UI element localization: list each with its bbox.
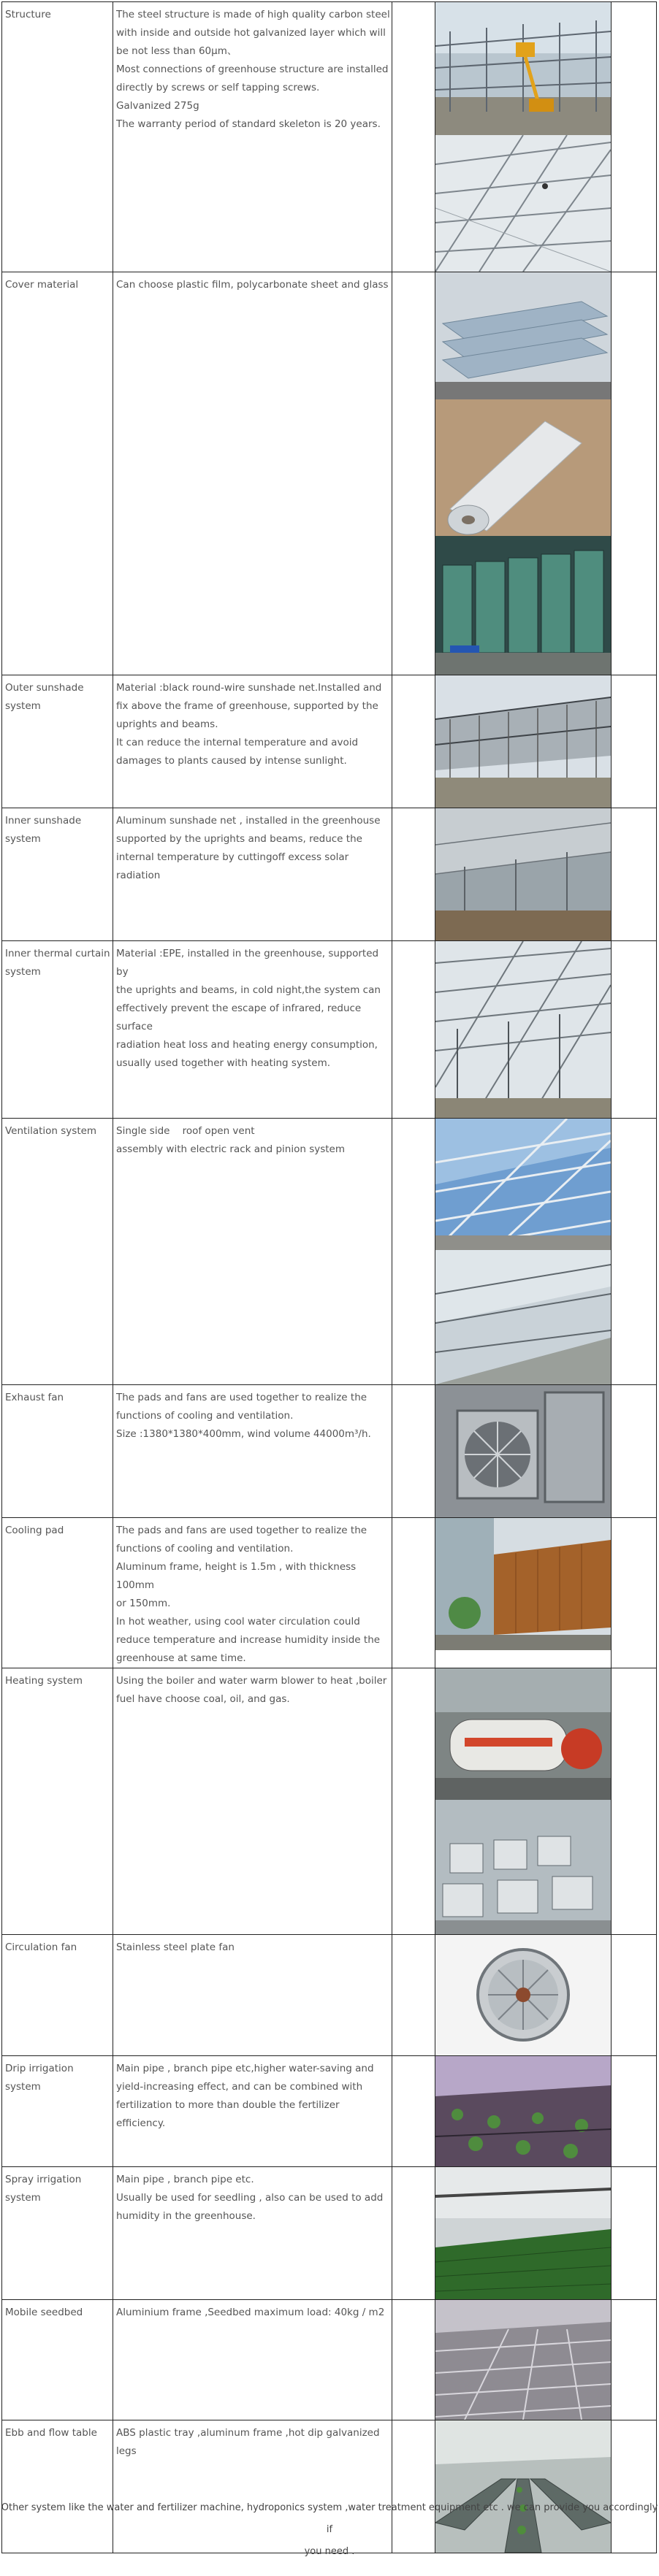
row-name-cell (2, 2167, 113, 2300)
row-name-cell (2, 2056, 113, 2167)
table-row (2, 941, 657, 1119)
desc-line: The pads and fans are used together to realize the (116, 1392, 367, 1403)
table-row (2, 2167, 657, 2300)
desc-line: Galvanized 275g (116, 100, 199, 112)
desc-line: The warranty period of standard skeleton is 20 years. (116, 118, 381, 130)
row-name-cell (2, 1935, 113, 2056)
blank-cell (612, 1668, 657, 1935)
desc-line: ABS plastic tray ,aluminum frame ,hot dip galvanized (116, 2427, 380, 2439)
row-name: Spray irrigation system (5, 2174, 82, 2204)
drip-irrigation-photo (435, 2056, 611, 2166)
table-row (2, 2, 657, 272)
water-warm-blower-photo (435, 1800, 611, 1934)
photo-cell (435, 2, 612, 272)
desc-line: Material :black round-wire sunshade net.Installed and (116, 682, 382, 694)
row-name: Mobile seedbed (5, 2307, 83, 2318)
row-name: Outer sunshade system (5, 682, 84, 712)
table-row (2, 1518, 657, 1668)
blank-cell (392, 1935, 435, 2056)
desc-line: legs (116, 2445, 137, 2457)
photo-cell (435, 2056, 612, 2167)
row-desc-cell (113, 941, 392, 1119)
thermal-curtain-photo (435, 941, 611, 1118)
desc-line: Aluminum sunshade net , installed in the greenhouse (116, 815, 381, 827)
cooling-pad-photo (435, 1518, 611, 1650)
row-desc-cell (113, 2300, 392, 2420)
photo-cell (435, 272, 612, 675)
blank-cell (392, 808, 435, 941)
blank-cell (612, 941, 657, 1119)
row-name: Structure (5, 9, 51, 20)
desc-line: functions of cooling and ventilation. (116, 1410, 294, 1422)
table-row (2, 2300, 657, 2420)
blank-cell (612, 2056, 657, 2167)
blank-cell (612, 1518, 657, 1668)
greenhouse-construction-photo (435, 2, 611, 135)
desc-line: In hot weather, using cool water circulation could (116, 1616, 360, 1628)
photo-cell (435, 1385, 612, 1518)
footer-line: you need . (304, 2546, 355, 2557)
outer-sunshade-photo (435, 675, 611, 808)
desc-line: Single side roof open vent (116, 1125, 255, 1137)
desc-line: Main pipe , branch pipe etc,higher water-saving and (116, 2063, 374, 2074)
row-name-cell (2, 2300, 113, 2420)
desc-line: Aluminium frame ,Seedbed maximum load: 40kg / m2 (116, 2307, 385, 2318)
desc-line: fuel have choose coal, oil, and gas. (116, 1693, 290, 1705)
blank-cell (392, 2, 435, 272)
desc-line: effectively prevent the escape of infrared, reduce surface (116, 1003, 362, 1032)
desc-line: directly by screws or self tapping screws. (116, 82, 320, 93)
row-name: Inner sunshade system (5, 815, 82, 845)
desc-line: Aluminum frame, height is 1.5m , with thickness 100mm (116, 1561, 357, 1591)
row-desc-cell (113, 2167, 392, 2300)
desc-line: The steel structure is made of high quality carbon steel (116, 9, 390, 20)
desc-line: with inside and outside hot galvanized layer which will (116, 27, 386, 39)
row-name: Ebb and flow table (5, 2427, 97, 2439)
desc-line: the uprights and beams, in cold night,the system can (116, 984, 381, 996)
desc-line: It can reduce the internal temperature and avoid (116, 737, 359, 748)
row-name: Ventilation system (5, 1125, 97, 1137)
row-desc-cell (113, 1119, 392, 1385)
blank-cell (392, 1119, 435, 1385)
blank-cell (392, 272, 435, 675)
desc-line: Size :1380*1380*400mm, wind volume 44000m³/h. (116, 1428, 371, 1440)
blank-cell (612, 2167, 657, 2300)
blank-cell (612, 2, 657, 272)
desc-line: humidity in the greenhouse. (116, 2210, 256, 2222)
table-row (2, 1668, 657, 1935)
glass-panels-photo (435, 536, 611, 675)
table-row (2, 808, 657, 941)
row-desc-cell (113, 1668, 392, 1935)
row-name-cell (2, 1119, 113, 1385)
blank-cell (612, 808, 657, 941)
row-name-cell (2, 808, 113, 941)
desc-line: Most connections of greenhouse structure are installed (116, 64, 389, 75)
desc-line: supported by the uprights and beams, reduce the (116, 833, 362, 845)
spec-table (1, 1, 657, 2553)
row-name-cell (2, 1385, 113, 1518)
blank-cell (392, 675, 435, 808)
row-name-cell (2, 1518, 113, 1668)
table-row (2, 1385, 657, 1518)
plastic-film-roll-photo (435, 399, 611, 536)
row-name: Heating system (5, 1675, 83, 1687)
row-desc-cell (113, 2, 392, 272)
row-desc-cell (113, 675, 392, 808)
table-row (2, 272, 657, 675)
circulation-fan-photo (435, 1935, 611, 2055)
blank-cell (392, 2167, 435, 2300)
mobile-seedbed-photo (435, 2300, 611, 2420)
blank-cell (612, 272, 657, 675)
photo-cell (435, 941, 612, 1119)
photo-cell (435, 1518, 612, 1668)
desc-line: be not less than 60μm、 (116, 45, 237, 57)
photo-cell (435, 675, 612, 808)
row-name: Drip irrigation system (5, 2063, 74, 2093)
row-name: Inner thermal curtain system (5, 948, 110, 978)
row-desc-cell (113, 1935, 392, 2056)
row-name: Cover material (5, 279, 79, 291)
inner-sunshade-photo (435, 808, 611, 940)
boiler-photo (435, 1668, 611, 1800)
photo-cell (435, 808, 612, 941)
spray-irrigation-photo (435, 2167, 611, 2299)
row-desc-cell (113, 808, 392, 941)
desc-line: Usually be used for seedling , also can be used to add (116, 2192, 384, 2204)
blank-cell (612, 1385, 657, 1518)
blank-cell (392, 2300, 435, 2420)
desc-line: greenhouse at same time. (116, 1652, 246, 1664)
blank-cell (392, 2056, 435, 2167)
footer-note (0, 2497, 659, 2563)
desc-line: yield-increasing effect, and can be combined with (116, 2081, 363, 2093)
row-name-cell (2, 941, 113, 1119)
row-name-cell (2, 1668, 113, 1935)
exhaust-fan-photo (435, 1385, 611, 1517)
desc-line: Material :EPE, installed in the greenhouse, supported by (116, 948, 379, 978)
row-desc-cell (113, 1385, 392, 1518)
desc-line: Can choose plastic film, polycarbonate sheet and glass (116, 279, 389, 291)
row-name: Exhaust fan (5, 1392, 64, 1403)
blank-cell (612, 1935, 657, 2056)
desc-line: Stainless steel plate fan (116, 1941, 235, 1953)
photo-cell (435, 2300, 612, 2420)
desc-line: fix above the frame of greenhouse, supported by the (116, 700, 378, 712)
row-name: Cooling pad (5, 1525, 64, 1536)
rack-pinion-photo (435, 1250, 611, 1384)
desc-line: functions of cooling and ventilation. (116, 1543, 294, 1555)
desc-line: Main pipe , branch pipe etc. (116, 2174, 254, 2185)
blank-cell (392, 1668, 435, 1935)
desc-line: reduce temperature and increase humidity inside the (116, 1634, 381, 1646)
row-name-cell (2, 272, 113, 675)
table-row (2, 1935, 657, 2056)
roof-truss-photo (435, 135, 611, 272)
row-name: Circulation fan (5, 1941, 77, 1953)
row-name-cell (2, 675, 113, 808)
polycarbonate-sheet-photo (435, 272, 611, 399)
row-desc-cell (113, 272, 392, 675)
blank-cell (612, 2300, 657, 2420)
desc-line: usually used together with heating system. (116, 1057, 331, 1069)
desc-line: or 150mm. (116, 1598, 171, 1609)
row-desc-cell (113, 2056, 392, 2167)
desc-line: assembly with electric rack and pinion system (116, 1143, 346, 1155)
roof-vent-photo (435, 1119, 611, 1250)
table-row (2, 2056, 657, 2167)
blank-cell (612, 1119, 657, 1385)
table-row (2, 675, 657, 808)
photo-cell (435, 2167, 612, 2300)
blank-cell (392, 1518, 435, 1668)
blank-cell (392, 941, 435, 1119)
desc-line: Using the boiler and water warm blower to heat ,boiler (116, 1675, 387, 1687)
desc-line: The pads and fans are used together to realize the (116, 1525, 367, 1536)
desc-line: radiation heat loss and heating energy consumption, (116, 1039, 378, 1051)
desc-line: fertilization to more than double the fertilizer efficiency. (116, 2099, 340, 2129)
blank-cell (612, 675, 657, 808)
row-desc-cell (113, 1518, 392, 1668)
desc-line: internal temperature by cuttingoff excess solar radiation (116, 851, 349, 881)
footer-line: Other system like the water and fertilizer machine, hydroponics system ,water treatment equipment etc . we can provide you accordingly if (1, 2502, 658, 2535)
photo-cell (435, 1119, 612, 1385)
row-name-cell (2, 2, 113, 272)
photo-cell (435, 1935, 612, 2056)
table-row (2, 1119, 657, 1385)
blank-cell (392, 1385, 435, 1518)
desc-line: uprights and beams. (116, 718, 218, 730)
photo-cell (435, 1668, 612, 1935)
desc-line: damages to plants caused by intense sunlight. (116, 755, 347, 767)
